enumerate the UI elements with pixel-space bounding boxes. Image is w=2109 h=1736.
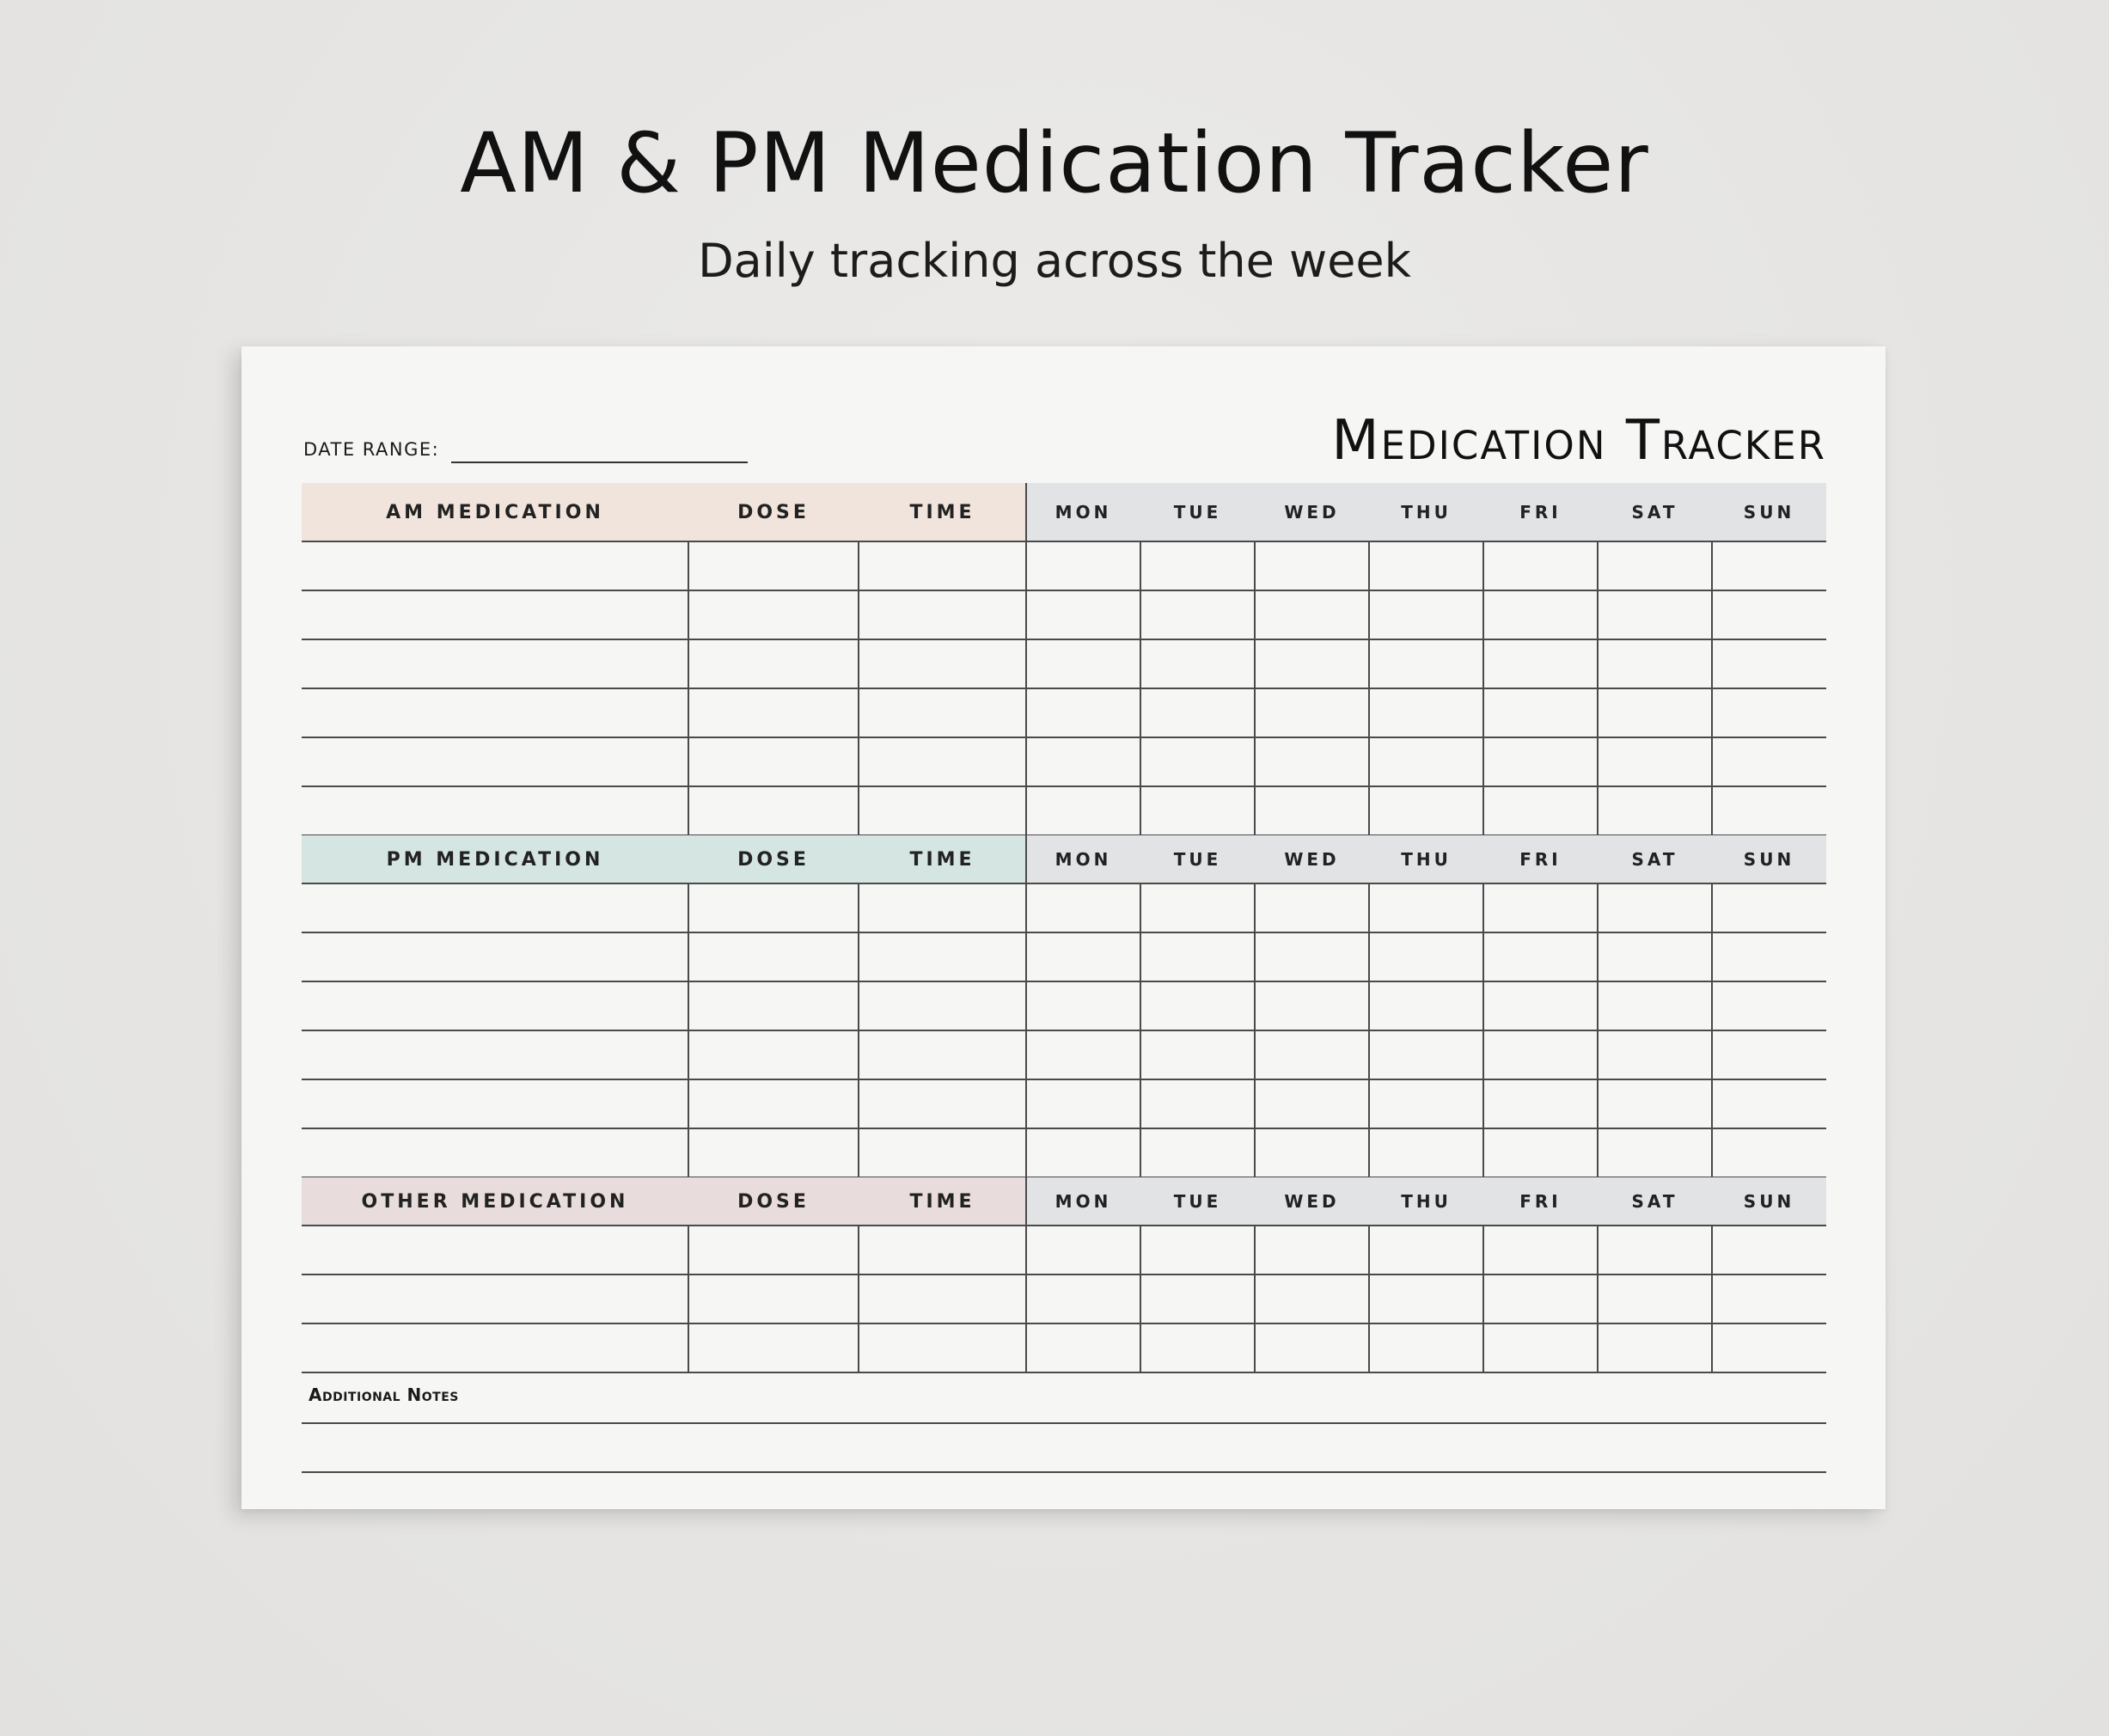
day-header-sun: SUN — [1743, 849, 1795, 870]
medication-name-cell[interactable] — [302, 1274, 688, 1323]
sheet-title: Medication Tracker — [1331, 409, 1826, 473]
day-header-sat: SAT — [1631, 1191, 1678, 1212]
tracker-sheet — [241, 346, 1886, 1509]
checkbox-cell-mon[interactable] — [1026, 1323, 1140, 1372]
checkbox-cell-thu[interactable] — [1369, 1323, 1483, 1372]
checkbox-cell-tue[interactable] — [1140, 1079, 1255, 1128]
column-divider — [1711, 541, 1713, 835]
checkbox-cell-wed[interactable] — [1255, 1128, 1369, 1177]
checkbox-cell-wed[interactable] — [1255, 981, 1369, 1030]
time-header: TIME — [909, 848, 975, 871]
time-cell[interactable] — [859, 688, 1026, 737]
checkbox-cell-sat[interactable] — [1598, 541, 1712, 590]
checkbox-cell-wed[interactable] — [1255, 883, 1369, 932]
checkbox-cell-sun[interactable] — [1712, 1274, 1826, 1323]
checkbox-cell-tue[interactable] — [1140, 786, 1255, 835]
time-cell[interactable] — [859, 639, 1026, 688]
column-divider — [1597, 541, 1599, 835]
checkbox-cell-fri[interactable] — [1483, 1079, 1598, 1128]
column-divider — [858, 883, 859, 1177]
checkbox-cell-mon[interactable] — [1026, 1079, 1140, 1128]
dose-cell[interactable] — [688, 688, 859, 737]
checkbox-cell-thu[interactable] — [1369, 1030, 1483, 1079]
medication-name-cell[interactable] — [302, 1323, 688, 1372]
day-header-tue: TUE — [1173, 1191, 1222, 1212]
notes-line[interactable] — [302, 1422, 1826, 1424]
checkbox-cell-mon[interactable] — [1026, 590, 1140, 639]
medication-name-cell[interactable] — [302, 883, 688, 932]
medication-name-cell[interactable] — [302, 541, 688, 590]
checkbox-cell-sat[interactable] — [1598, 981, 1712, 1030]
dose-cell[interactable] — [688, 1226, 859, 1274]
checkbox-cell-sun[interactable] — [1712, 786, 1826, 835]
am-medication-header: AM MEDICATION — [386, 501, 604, 523]
dose-cell[interactable] — [688, 1128, 859, 1177]
checkbox-cell-thu[interactable] — [1369, 541, 1483, 590]
tracker-grid — [302, 483, 1826, 1471]
time-cell[interactable] — [859, 1079, 1026, 1128]
checkbox-cell-wed[interactable] — [1255, 1274, 1369, 1323]
checkbox-cell-tue[interactable] — [1140, 737, 1255, 786]
checkbox-cell-fri[interactable] — [1483, 883, 1598, 932]
dose-cell[interactable] — [688, 786, 859, 835]
date-range-field[interactable] — [451, 462, 748, 463]
checkbox-cell-sun[interactable] — [1712, 590, 1826, 639]
checkbox-cell-sun[interactable] — [1712, 1323, 1826, 1372]
checkbox-cell-sat[interactable] — [1598, 1323, 1712, 1372]
checkbox-cell-fri[interactable] — [1483, 932, 1598, 981]
day-header-wed: WED — [1284, 1191, 1340, 1212]
checkbox-cell-wed[interactable] — [1255, 1030, 1369, 1079]
day-header-fri: FRI — [1519, 502, 1562, 523]
checkbox-cell-wed[interactable] — [1255, 786, 1369, 835]
medication-name-cell[interactable] — [302, 981, 688, 1030]
medication-name-cell[interactable] — [302, 1079, 688, 1128]
checkbox-cell-wed[interactable] — [1255, 1226, 1369, 1274]
checkbox-cell-sat[interactable] — [1598, 883, 1712, 932]
time-cell[interactable] — [859, 981, 1026, 1030]
column-divider — [1254, 541, 1256, 835]
day-header-fri: FRI — [1519, 1191, 1562, 1212]
checkbox-cell-mon[interactable] — [1026, 1274, 1140, 1323]
additional-notes-label: Additional Notes — [309, 1385, 459, 1405]
checkbox-cell-fri[interactable] — [1483, 541, 1598, 590]
day-header-sun: SUN — [1743, 1191, 1795, 1212]
checkbox-cell-fri[interactable] — [1483, 737, 1598, 786]
column-divider — [1025, 483, 1027, 835]
medication-name-cell[interactable] — [302, 737, 688, 786]
checkbox-cell-wed[interactable] — [1255, 541, 1369, 590]
column-divider — [1140, 1226, 1141, 1372]
time-cell[interactable] — [859, 1274, 1026, 1323]
checkbox-cell-tue[interactable] — [1140, 1274, 1255, 1323]
checkbox-cell-thu[interactable] — [1369, 1079, 1483, 1128]
checkbox-cell-tue[interactable] — [1140, 1226, 1255, 1274]
dose-cell[interactable] — [688, 590, 859, 639]
checkbox-cell-mon[interactable] — [1026, 1128, 1140, 1177]
checkbox-cell-mon[interactable] — [1026, 786, 1140, 835]
column-divider — [1482, 1226, 1484, 1372]
checkbox-cell-wed[interactable] — [1255, 590, 1369, 639]
day-header-tue: TUE — [1173, 849, 1222, 870]
dose-cell[interactable] — [688, 1030, 859, 1079]
day-header-thu: THU — [1401, 849, 1452, 870]
time-cell[interactable] — [859, 932, 1026, 981]
checkbox-cell-sun[interactable] — [1712, 932, 1826, 981]
checkbox-cell-fri[interactable] — [1483, 1030, 1598, 1079]
time-cell[interactable] — [859, 883, 1026, 932]
pm-medication-header: PM MEDICATION — [386, 848, 604, 871]
dose-header: DOSE — [737, 1190, 810, 1213]
checkbox-cell-tue[interactable] — [1140, 1323, 1255, 1372]
column-divider — [1368, 883, 1370, 1177]
checkbox-cell-fri[interactable] — [1483, 590, 1598, 639]
dose-header: DOSE — [737, 501, 810, 523]
day-header-tue: TUE — [1173, 502, 1222, 523]
checkbox-cell-wed[interactable] — [1255, 1323, 1369, 1372]
checkbox-cell-tue[interactable] — [1140, 688, 1255, 737]
day-header-wed: WED — [1284, 502, 1340, 523]
checkbox-cell-fri[interactable] — [1483, 981, 1598, 1030]
time-cell[interactable] — [859, 1030, 1026, 1079]
checkbox-cell-mon[interactable] — [1026, 883, 1140, 932]
medication-name-cell[interactable] — [302, 1030, 688, 1079]
checkbox-cell-sat[interactable] — [1598, 1128, 1712, 1177]
dose-cell[interactable] — [688, 639, 859, 688]
column-divider — [688, 541, 689, 835]
time-cell[interactable] — [859, 590, 1026, 639]
checkbox-cell-wed[interactable] — [1255, 639, 1369, 688]
day-header-mon: MON — [1054, 849, 1112, 870]
checkbox-cell-sun[interactable] — [1712, 541, 1826, 590]
column-divider — [688, 1226, 689, 1372]
checkbox-cell-mon[interactable] — [1026, 932, 1140, 981]
checkbox-cell-sun[interactable] — [1712, 883, 1826, 932]
column-divider — [858, 541, 859, 835]
checkbox-cell-fri[interactable] — [1483, 1274, 1598, 1323]
column-divider — [858, 1226, 859, 1372]
checkbox-cell-mon[interactable] — [1026, 981, 1140, 1030]
checkbox-cell-sun[interactable] — [1712, 1079, 1826, 1128]
checkbox-cell-tue[interactable] — [1140, 590, 1255, 639]
column-divider — [688, 883, 689, 1177]
notes-line[interactable] — [302, 1471, 1826, 1473]
checkbox-cell-wed[interactable] — [1255, 932, 1369, 981]
checkbox-cell-thu[interactable] — [1369, 883, 1483, 932]
checkbox-cell-wed[interactable] — [1255, 737, 1369, 786]
column-divider — [1368, 1226, 1370, 1372]
checkbox-cell-sat[interactable] — [1598, 688, 1712, 737]
medication-name-cell[interactable] — [302, 786, 688, 835]
checkbox-cell-sat[interactable] — [1598, 639, 1712, 688]
time-cell[interactable] — [859, 737, 1026, 786]
medication-name-cell[interactable] — [302, 1128, 688, 1177]
column-divider — [1140, 541, 1141, 835]
checkbox-cell-thu[interactable] — [1369, 590, 1483, 639]
checkbox-cell-fri[interactable] — [1483, 786, 1598, 835]
medication-name-cell[interactable] — [302, 639, 688, 688]
dose-cell[interactable] — [688, 932, 859, 981]
checkbox-cell-thu[interactable] — [1369, 1274, 1483, 1323]
am-medication-section — [302, 483, 1826, 835]
column-divider — [1140, 883, 1141, 1177]
checkbox-cell-sat[interactable] — [1598, 786, 1712, 835]
hero-title: AM & PM Medication Tracker — [460, 115, 1649, 211]
checkbox-cell-sat[interactable] — [1598, 1030, 1712, 1079]
checkbox-cell-sun[interactable] — [1712, 1226, 1826, 1274]
medication-name-cell[interactable] — [302, 932, 688, 981]
medication-name-cell[interactable] — [302, 1226, 688, 1274]
checkbox-cell-thu[interactable] — [1369, 1128, 1483, 1177]
column-divider — [1254, 883, 1256, 1177]
column-divider — [1025, 1177, 1027, 1372]
checkbox-cell-tue[interactable] — [1140, 981, 1255, 1030]
checkbox-cell-fri[interactable] — [1483, 1323, 1598, 1372]
checkbox-cell-mon[interactable] — [1026, 1226, 1140, 1274]
dose-cell[interactable] — [688, 1323, 859, 1372]
checkbox-cell-thu[interactable] — [1369, 786, 1483, 835]
checkbox-cell-thu[interactable] — [1369, 737, 1483, 786]
day-header-sat: SAT — [1631, 849, 1678, 870]
checkbox-cell-thu[interactable] — [1369, 1226, 1483, 1274]
time-header: TIME — [909, 1190, 975, 1213]
checkbox-cell-sat[interactable] — [1598, 1274, 1712, 1323]
checkbox-cell-fri[interactable] — [1483, 688, 1598, 737]
checkbox-cell-fri[interactable] — [1483, 1128, 1598, 1177]
column-divider — [1597, 1226, 1599, 1372]
time-cell[interactable] — [859, 1323, 1026, 1372]
day-header-thu: THU — [1401, 502, 1452, 523]
checkbox-cell-sun[interactable] — [1712, 688, 1826, 737]
day-header-sat: SAT — [1631, 502, 1678, 523]
checkbox-cell-sat[interactable] — [1598, 590, 1712, 639]
column-divider — [1711, 1226, 1713, 1372]
dose-cell[interactable] — [688, 1079, 859, 1128]
checkbox-cell-tue[interactable] — [1140, 883, 1255, 932]
column-divider — [1482, 541, 1484, 835]
checkbox-cell-sun[interactable] — [1712, 737, 1826, 786]
hero-subtitle: Daily tracking across the week — [698, 234, 1411, 288]
checkbox-cell-sun[interactable] — [1712, 1030, 1826, 1079]
other-medication-section — [302, 1177, 1826, 1372]
medication-name-cell[interactable] — [302, 590, 688, 639]
checkbox-cell-sun[interactable] — [1712, 639, 1826, 688]
time-cell[interactable] — [859, 1128, 1026, 1177]
checkbox-cell-mon[interactable] — [1026, 541, 1140, 590]
checkbox-cell-mon[interactable] — [1026, 688, 1140, 737]
checkbox-cell-wed[interactable] — [1255, 688, 1369, 737]
time-cell[interactable] — [859, 786, 1026, 835]
time-header: TIME — [909, 501, 975, 523]
checkbox-cell-mon[interactable] — [1026, 639, 1140, 688]
checkbox-cell-thu[interactable] — [1369, 981, 1483, 1030]
checkbox-cell-thu[interactable] — [1369, 688, 1483, 737]
checkbox-cell-tue[interactable] — [1140, 932, 1255, 981]
pm-medication-section — [302, 835, 1826, 1177]
checkbox-cell-fri[interactable] — [1483, 1226, 1598, 1274]
column-divider — [1597, 883, 1599, 1177]
checkbox-cell-tue[interactable] — [1140, 1030, 1255, 1079]
dose-cell[interactable] — [688, 981, 859, 1030]
column-divider — [1482, 883, 1484, 1177]
column-divider — [1254, 1226, 1256, 1372]
medication-name-cell[interactable] — [302, 688, 688, 737]
checkbox-cell-thu[interactable] — [1369, 932, 1483, 981]
day-header-fri: FRI — [1519, 849, 1562, 870]
day-header-wed: WED — [1284, 849, 1340, 870]
dose-cell[interactable] — [688, 883, 859, 932]
checkbox-cell-tue[interactable] — [1140, 639, 1255, 688]
column-divider — [1025, 835, 1027, 1177]
checkbox-cell-fri[interactable] — [1483, 639, 1598, 688]
other-medication-header: OTHER MEDICATION — [361, 1190, 629, 1213]
time-cell[interactable] — [859, 1226, 1026, 1274]
dose-header: DOSE — [737, 848, 810, 871]
checkbox-cell-wed[interactable] — [1255, 1079, 1369, 1128]
checkbox-cell-sat[interactable] — [1598, 737, 1712, 786]
checkbox-cell-sat[interactable] — [1598, 932, 1712, 981]
day-header-thu: THU — [1401, 1191, 1452, 1212]
dose-cell[interactable] — [688, 737, 859, 786]
checkbox-cell-mon[interactable] — [1026, 737, 1140, 786]
checkbox-cell-tue[interactable] — [1140, 541, 1255, 590]
checkbox-cell-sun[interactable] — [1712, 981, 1826, 1030]
checkbox-cell-thu[interactable] — [1369, 639, 1483, 688]
day-header-mon: MON — [1054, 1191, 1112, 1212]
checkbox-cell-sun[interactable] — [1712, 1128, 1826, 1177]
column-divider — [1368, 541, 1370, 835]
dose-cell[interactable] — [688, 541, 859, 590]
day-header-mon: MON — [1054, 502, 1112, 523]
column-divider — [1711, 883, 1713, 1177]
date-range-label: DATE RANGE: — [303, 439, 440, 460]
time-cell[interactable] — [859, 541, 1026, 590]
day-header-sun: SUN — [1743, 502, 1795, 523]
dose-cell[interactable] — [688, 1274, 859, 1323]
checkbox-cell-mon[interactable] — [1026, 1030, 1140, 1079]
checkbox-cell-sat[interactable] — [1598, 1079, 1712, 1128]
checkbox-cell-sat[interactable] — [1598, 1226, 1712, 1274]
checkbox-cell-tue[interactable] — [1140, 1128, 1255, 1177]
